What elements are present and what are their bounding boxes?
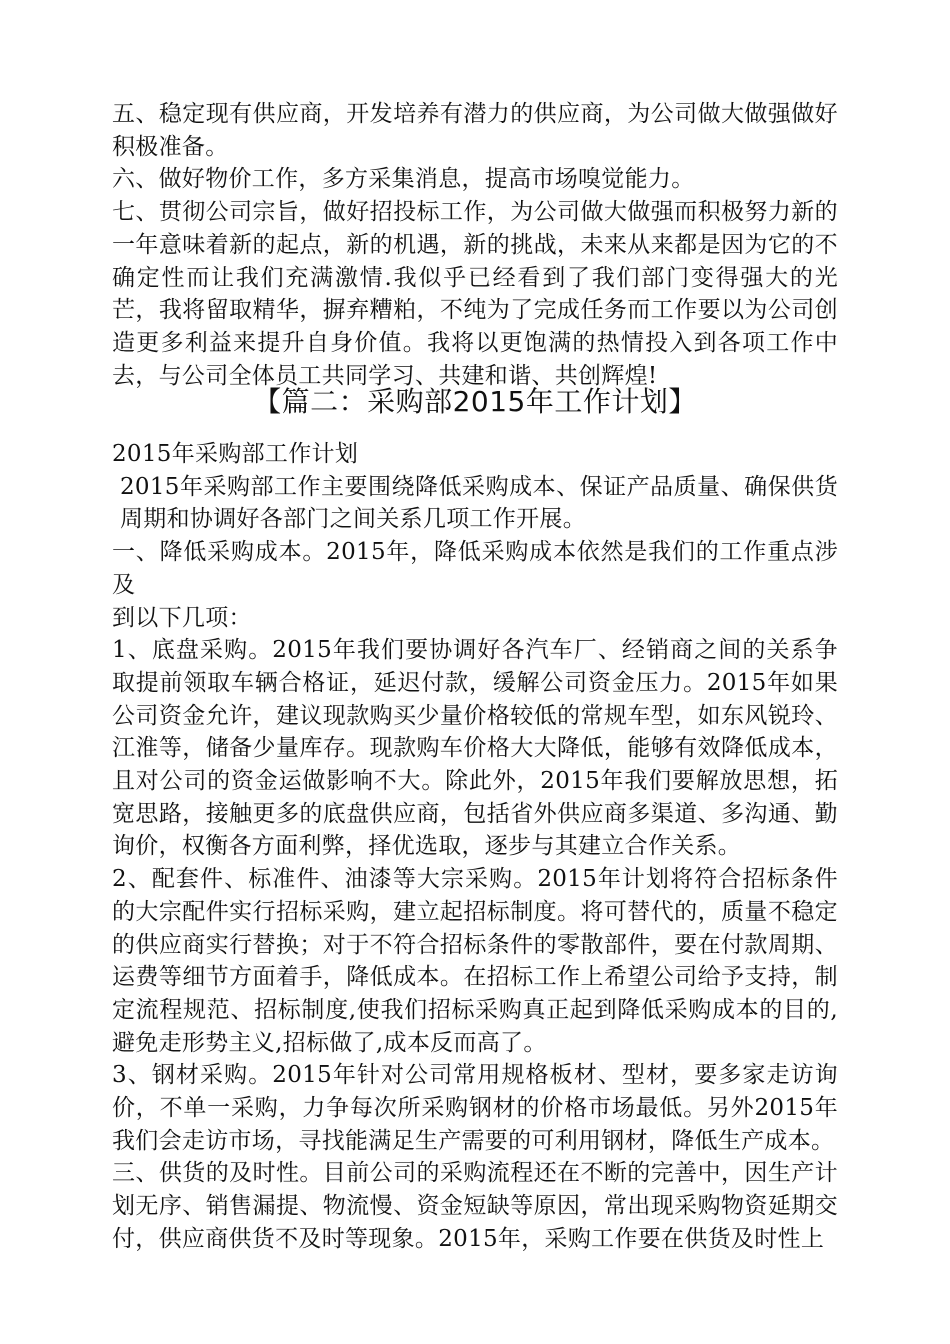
- paragraph-item-7: 七、贯彻公司宗旨，做好招投标工作，为公司做大做强而积极努力新的一年意味着新的起点，新的机遇，新的挑战，未来从来都是因为它的不确定性而让我们充满激情.我似乎已经看到了我们部门变得强大的光芒，我将留取精华，摒弃糟粕，不纯为了完成任务而工作要以为公司创造更多利益来提升自身价值。我将以更饱满的热情投入到各项工作中去，与公司全体员工共同学习、共建和谐、共创辉煌!: [112, 199, 838, 389]
- paragraph-steel-purchase: 3、钢材采购。2015年针对公司常用规格板材、型材，要多家走访询价，不单一采购，力争每次所采购钢材的价格市场最低。另外2015年我们会走访市场，寻找能满足生产需要的可利用钢材，降低生产成本。: [112, 1062, 838, 1154]
- paragraph-supply-timeliness: 三、供货的及时性。目前公司的采购流程还在不断的完善中，因生产计划无序、销售漏提、物流慢、资金短缺等原因，常出现采购物资延期交付，供应商供货不及时等现象。2015年，采购工作要在供货及时性上: [112, 1160, 838, 1252]
- section-previous-plan: [0, 98, 838, 392]
- plan-subtitle: 2015年采购部工作计划: [112, 441, 359, 467]
- paragraph-bulk-purchase: 2、配套件、标准件、油漆等大宗采购。2015年计划将符合招标条件的大宗配件实行招标采购，建立起招标制度。将可替代的，质量不稳定的供应商实行替换；对于不符合招标条件的零散部件，要在付款周期、运费等细节方面着手，降低成本。在招标工作上希望公司给予支持，制定流程规范、招标制度,使我们招标采购真正起到降低采购成本的目的,避免走形势主义,招标做了,成本反而高了。: [112, 866, 838, 1056]
- paragraph-reduce-cost: 一、降低采购成本。2015年，降低采购成本依然是我们的工作重点涉及: [112, 539, 838, 598]
- plan-intro: 2015年采购部工作主要围绕降低采购成本、保证产品质量、确保供货周期和协调好各部门之间关系几项工作开展。: [120, 473, 838, 533]
- paragraph-item-6: 六、做好物价工作，多方采集消息，提高市场嗅觉能力。: [112, 166, 695, 193]
- paragraph-item-5: 五、稳定现有供应商，开发培养有潜力的供应商，为公司做大做强做好积极准备。: [112, 101, 838, 160]
- paragraph-chassis-purchase: 1、底盘采购。2015年我们要协调好各汽车厂、经销商之间的关系争取提前领取车辆合格证，延迟付款，缓解公司资金压力。2015年如果公司资金允许，建议现款购买少量价格较低的常规车型，如东风锐玲、江淮等，储备少量库存。现款购车价格大大降低，能够有效降低成本，且对公司的资金运做影响不大。除此外，2015年我们要解放思想，拓宽思路，接触更多的底盘供应商，包括省外供应商多渠道、多沟通、勤询价，权衡各方面利弊，择优选取，逐步与其建立合作关系。: [112, 637, 838, 860]
- section-heading: 【篇二：采购部2015年工作计划】: [253, 385, 697, 418]
- paragraph-following-items: 到以下几项：: [112, 604, 252, 631]
- section-purchasing-plan-2015: [0, 438, 838, 1256]
